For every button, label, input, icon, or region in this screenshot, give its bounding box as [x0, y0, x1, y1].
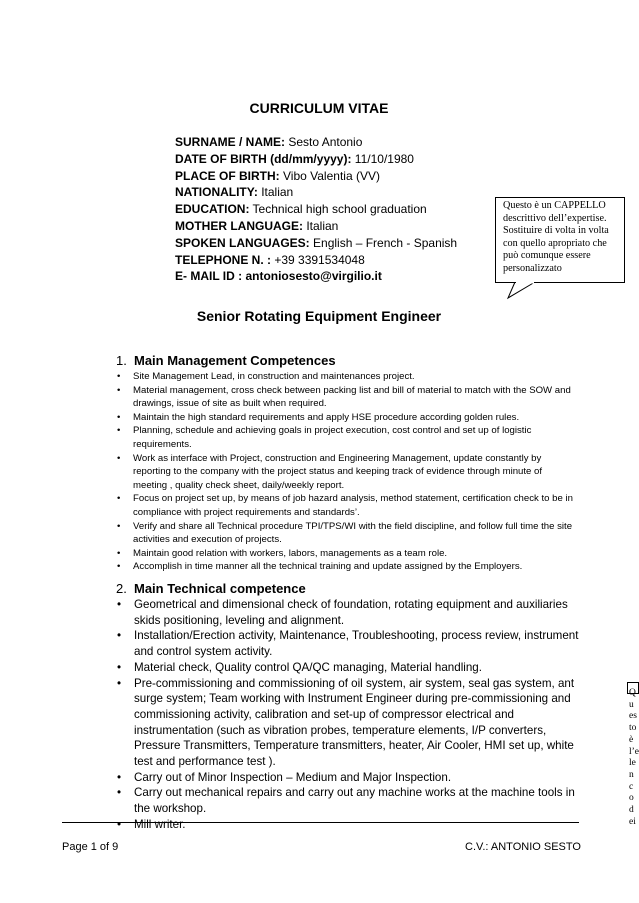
bullet-icon: • [117, 425, 121, 437]
telephone-row: TELEPHONE N. : +39 3391534048 [175, 252, 365, 267]
bullet-icon: • [117, 676, 122, 690]
bullet-icon: • [117, 493, 121, 505]
bullet-icon: • [117, 817, 122, 831]
list-item: • Work as interface with Project, construction and Engineering Management, update constantly by reporting to the company with the project status and keeping track of evidence through minute of meeting , quality check sheet, daily/weekly report. [117, 452, 543, 491]
list-item: • Carry out mechanical repairs and carry out any machine works at the machine tools in the workshop. [117, 786, 575, 816]
list-item: • Mill writer. [117, 817, 186, 831]
side-comment[interactable] [625, 682, 638, 903]
list-item: • Carry out of Minor Inspection – Medium and Major Inspection. [117, 770, 452, 784]
spoken-languages-row: SPOKEN LANGUAGES: English – French - Spanish [175, 235, 458, 250]
footer-divider [62, 822, 579, 823]
list-item: • Material management, cross check between packing list and bill of material to match with the SOW and drawings, issue of site as built when required. [117, 384, 571, 410]
list-item: • Material check, Quality control QA/QC managing, Material handling. [117, 660, 482, 674]
bullet-icon: • [117, 520, 121, 532]
personal-details [175, 134, 457, 285]
comment-callout[interactable] [495, 197, 625, 283]
list-item: • Planning, schedule and achieving goals in project execution, cost control and set up of logistic requirements. [117, 425, 532, 450]
bullet-icon: • [117, 452, 121, 464]
technical-competence-list [117, 597, 582, 833]
bullet-icon: • [117, 561, 121, 573]
footer-cv-owner: C.V.: ANTONIO SESTO [465, 841, 581, 853]
list-item: • Geometrical and dimensional check of foundation, rotating equipment and auxiliaries skids positioning, leveling and alignment. [117, 598, 568, 627]
page-number: Page 1 of 9 [62, 841, 119, 853]
surname-row: SURNAME / NAME: Sesto Antonio [175, 135, 363, 149]
list-item: • Verify and share all Technical procedure TPI/TPS/WI with the field discipline, and follow full time the site activities and execution of projects. [117, 520, 573, 546]
side-comment-text: Questo è l’elenco dei [629, 688, 639, 827]
list-item: • Focus on project set up, by means of job hazard analysis, method statement, certification check to be in compliance with project requirements and standards’. [117, 493, 573, 518]
bullet-icon: • [117, 547, 121, 559]
list-item: • Maintain good relation with workers, labors, managements as a team role. [117, 547, 448, 559]
education-row: EDUCATION: Technical high school graduation [175, 202, 427, 217]
section-1-heading: 1. Main Management Competences [116, 353, 336, 368]
mother-language-row: MOTHER LANGUAGE: Italian [175, 218, 339, 233]
management-competences-list [117, 370, 577, 574]
list-item: • Installation/Erection activity, Maintenance, Troubleshooting, process review, instrument and control system activity. [117, 629, 579, 659]
callout-text: Questo è un CAPPELLO descrittivo dell’expertise. Sostituire di volta in volta con quello apropriato che può comunque essere personalizzato [503, 200, 609, 274]
dob-row: DATE OF BIRTH (dd/mm/yyyy): 11/10/1980 [175, 151, 414, 166]
section-2-heading: 2. Main Technical competence [116, 581, 306, 596]
bullet-icon: • [117, 786, 122, 800]
list-item: • Maintain the high standard requirements and apply HSE procedure according golden rules. [117, 411, 520, 423]
list-item: • Accomplish in time manner all the technical training and update assigned by the Employers. [117, 561, 523, 573]
email-row: E- MAIL ID : antoniosesto@virgilio.it [175, 269, 382, 284]
document-title: CURRICULUM VITAE [249, 100, 389, 116]
nationality-row: NATIONALITY: Italian [175, 185, 294, 200]
bullet-icon: • [117, 411, 121, 423]
list-item: • Pre-commissioning and commissioning of oil system, air system, seal gas system, ant surge system; Team working with Instrument Engineer during pre-commissioning and commissioning activity, calibration and set-up of compressor electrical and instrumentation (such as vibration probes, temperature elements, I/P converters, Pressure Transmitters, Temperature transmitters, heater, Air Cooler, HMI set up, white test and performance test ). [117, 676, 575, 769]
bullet-icon: • [117, 770, 122, 784]
list-item: • Site Management Lead, in construction and maintenances project. [117, 371, 415, 382]
bullet-icon: • [117, 371, 121, 382]
job-title: Senior Rotating Equipment Engineer [196, 308, 442, 324]
pob-row: PLACE OF BIRTH: Vibo Valentia (VV) [175, 168, 380, 183]
bullet-icon: • [117, 660, 122, 674]
bullet-icon: • [117, 629, 122, 643]
bullet-icon: • [117, 384, 121, 396]
bullet-icon: • [117, 598, 122, 611]
